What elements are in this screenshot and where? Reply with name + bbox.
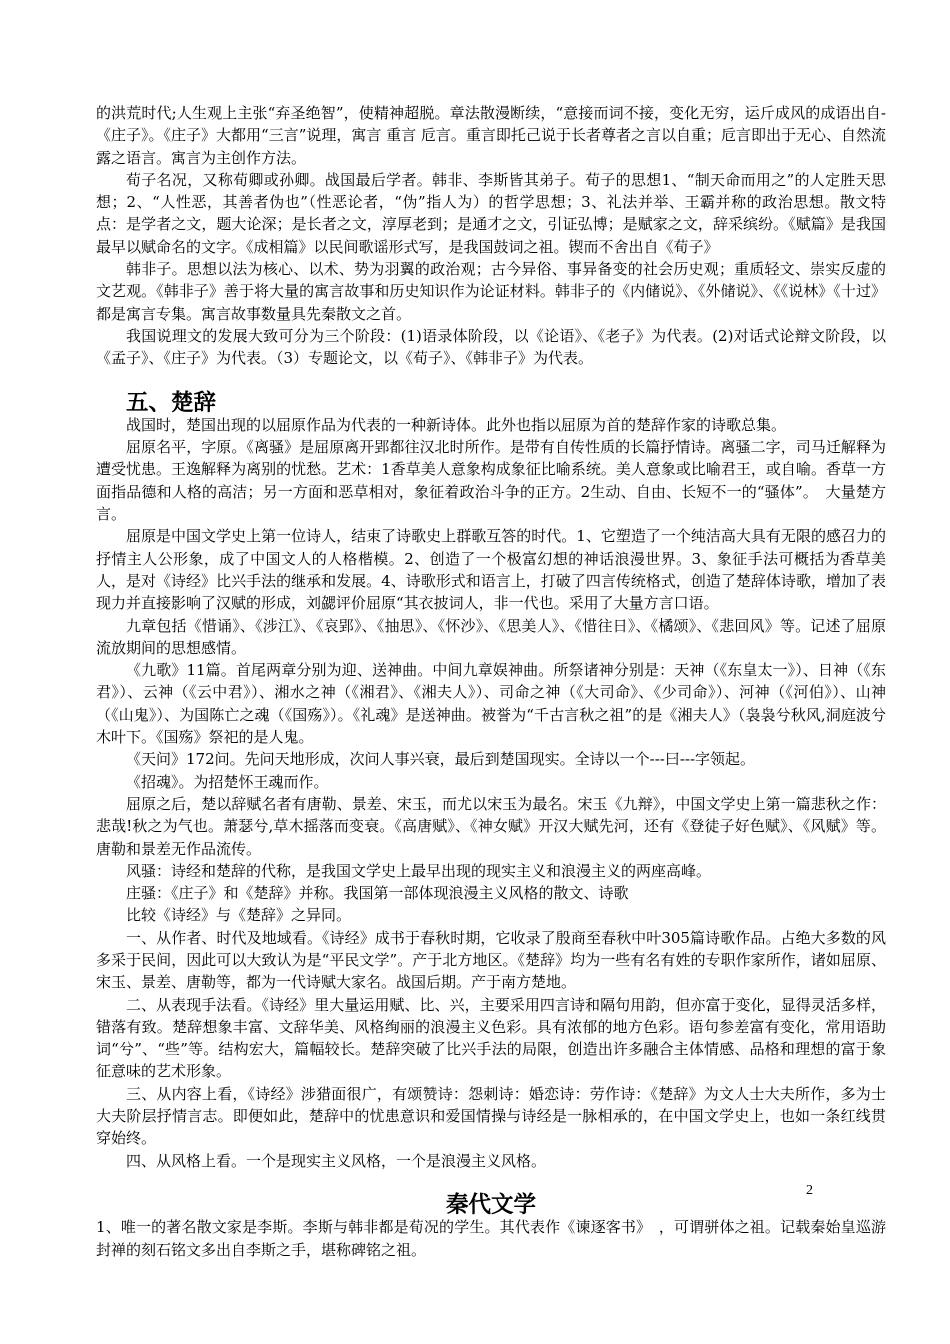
paragraph-compare: 比较《诗经》与《楚辞》之异同。 <box>126 906 352 925</box>
paragraph-compare-4: 四、从风格上看。一个是现实主义风格，一个是浪漫主义风格。 <box>126 1151 547 1170</box>
page-number: 2 <box>806 1183 813 1198</box>
paragraph-lisao: 屈原名平，字原。《离骚》是屈原离开郢都往汉北时所作。是带有自传性质的长篇抒情诗。离骚二字，司马迁解释为遭受忧患。王逸解释为离别的忧愁。艺术：1香草美人意象构成象征比喻系统。美人意象或比喻君王，或自喻。香草一方面指品德和人格的高洁；另一方面和恶草相对，象征着政治斗争的正方。2生动、自由、长短不一的“骚体”。 大量楚方言。 <box>96 438 886 524</box>
paragraph-chuci-def: 战国时，楚国出现的以屈原作品为代表的一种新诗体。此外也指以屈原为首的楚辞作家的诗歌总集。 <box>126 415 787 434</box>
paragraph-songyu: 屈原之后，楚以辞赋名者有唐勒、景差、宋玉，而尤以宋玉为最名。宋玉《九辩》，中国文学史上第一篇悲秋之作：悲哉!秋之为气也。萧瑟兮,草木摇落而变衰。《高唐赋》、《神女赋》开汉大赋先河，还有《登徒子好色赋》、《风赋》等。唐勒和景差无作品流传。 <box>96 794 886 858</box>
section-heading-qin: 秦代文学 <box>445 1191 536 1218</box>
paragraph-jiuge: 《九歌》11篇。首尾两章分别为迎、送神曲。中间九章娱神曲。所祭诸神分别是：天神（《东皇太一》）、日神（《东君》）、云神（《云中君》）、湘水之神（《湘君》、《湘夫人》）、司命之神（《大司命》、《少司命》）、河神（《河伯》）、山神（《山鬼》）、为国陈亡之魂（《国殇》）。《礼魂》是送神曲。被誉为“千古言秋之祖”的是《湘夫人》（袅袅兮秋风,洞庭波兮木叶下。《国殇》祭祀的是人鬼。 <box>96 661 886 747</box>
paragraph-compare-2: 二、从表现手法看。《诗经》里大量运用赋、比、兴，主要采用四言诗和隔句用韵，但亦富于变化，显得灵活多样，错落有致。楚辞想象丰富、文辞华美、风格绚丽的浪漫主义色彩。具有浓郁的地方色彩。语句参差富有变化，常用语助词“兮”、“些”等。结构宏大，篇幅较长。楚辞突破了比兴手法的局限，创造出许多融合主体情感、品格和理想的富于象征意味的艺术形象。 <box>96 995 886 1081</box>
paragraph-compare-3: 三、从内容上看，《诗经》涉猎面很广，有颂赞诗：怨刺诗：婚恋诗：劳作诗：《楚辞》为文人士大夫所作，多为士大夫阶层抒情言志。即便如此，楚辞中的忧患意识和爱国情操与诗经是一脉相承的，在中国文学史上，也如一条红线贯穿始终。 <box>96 1084 886 1148</box>
paragraph-lisi: 1、唯一的著名散文家是李斯。李斯与韩非都是荀况的学生。其代表作《谏逐客书》 ，可谓骈体之祖。记载秦始皇巡游封禅的刻石铭文多出自李斯之手，堪称碑铭之祖。 <box>96 1218 886 1259</box>
paragraph-zhuangsao: 庄骚：《庄子》和《楚辞》并称。我国第一部体现浪漫主义风格的散文、诗歌 <box>126 884 629 903</box>
paragraph-zhaohun: 《招魂》。为招楚怀王魂而作。 <box>126 772 329 791</box>
paragraph-fengsao: 风骚：诗经和楚辞的代称，是我国文学史上最早出现的现实主义和浪漫主义的两座高峰。 <box>126 861 712 880</box>
paragraph-hanfeizi: 韩非子。思想以法为核心、以术、势为羽翼的政治观；古今异俗、事异备变的社会历史观；重质轻文、崇实反虚的文艺观。《韩非子》善于将大量的寓言故事和历史知识作为论证材料。韩非子的《内储说》、《外储说》、《《说林》《十过》都是寓言专集。寓言故事数量具先秦散文之首。 <box>96 260 886 323</box>
paragraph-stages: 我国说理文的发展大致可分为三个阶段：(1)语录体阶段，以《论语》、《老子》为代表。(2)对话式论辩文阶段，以《孟子》、《庄子》为代表。（3）专题论文，以《荀子》、《韩非子》为代表。 <box>96 326 886 368</box>
paragraph-tianwen: 《天问》172问。先问天地形成，次问人事兴衰，最后到楚国现实。全诗以一个---曰---字领起。 <box>126 750 756 769</box>
paragraph-zhuangzi: 的洪荒时代;人生观上主张“弃圣绝智”，使精神超脱。章法散漫断续，“意接而词不接，变化无穷，运斤成风的成语出自-《庄子》。《庄子》大都用“三言”说理，寓言 重言 卮言。重言即托己说于长者尊者之言以自重；卮言即出于无心、自然流露之语言。寓言为主创作方法。 <box>96 104 886 167</box>
paragraph-xunzi: 荀子名况，又称荀卿或孙卿。战国最后学者。韩非、李斯皆其弟子。荀子的思想1、“制天命而用之”的人定胜天思想；2、“人性恶，其善者伪也”（性恶论者，“伪”指人为）的哲学思想；3、礼法并举、王霸并称的政治思想。散文特点：是学者之文，题大论深；是长者之文，淳厚老到；是通才之文，引证弘博；是赋家之文，辞采缤纷。《赋篇》是我国最早以赋命名的文字。《成相篇》以民间歌谣形式写，是我国鼓词之祖。锲而不舍出自《荀子》 <box>96 170 886 256</box>
paragraph-compare-1: 一、从作者、时代及地域看。《诗经》成书于春秋时期，它收录了殷商至春秋中叶305篇诗歌作品。占绝大多数的风多采于民间，因此可以大致认为是“平民文学”。产于北方地区。《楚辞》均为一些有名有姓的专职作家所作，诸如屈原、宋玉、景差、唐勒等，都为一代诗赋大家名。战国后期。产于南方楚地。 <box>96 928 886 992</box>
section-heading-chuci: 五、楚辞 <box>126 389 217 416</box>
paragraph-quyuan: 屈原是中国文学史上第一位诗人，结束了诗歌史上群歌互答的时代。1、它塑造了一个纯洁高大具有无限的感召力的抒情主人公形象，成了中国文人的人格楷模。2、创造了一个极富幻想的神话浪漫世界。3、象征手法可概括为香草美人，是对《诗经》比兴手法的继承和发展。4、诗歌形式和语言上，打破了四言传统格式，创造了楚辞体诗歌，增加了表现力并直接影响了汉赋的形成，刘勰评价屈原“其衣披词人，非一代也。采用了大量方言口语。 <box>96 527 886 613</box>
page-content <box>96 102 886 1261</box>
paragraph-jiuzhang: 九章包括《惜诵》、《涉江》、《哀郢》、《抽思》、《怀沙》、《思美人》、《惜往日》、《橘颂》、《悲回风》等。记述了屈原流放期间的思想感情。 <box>96 616 886 657</box>
